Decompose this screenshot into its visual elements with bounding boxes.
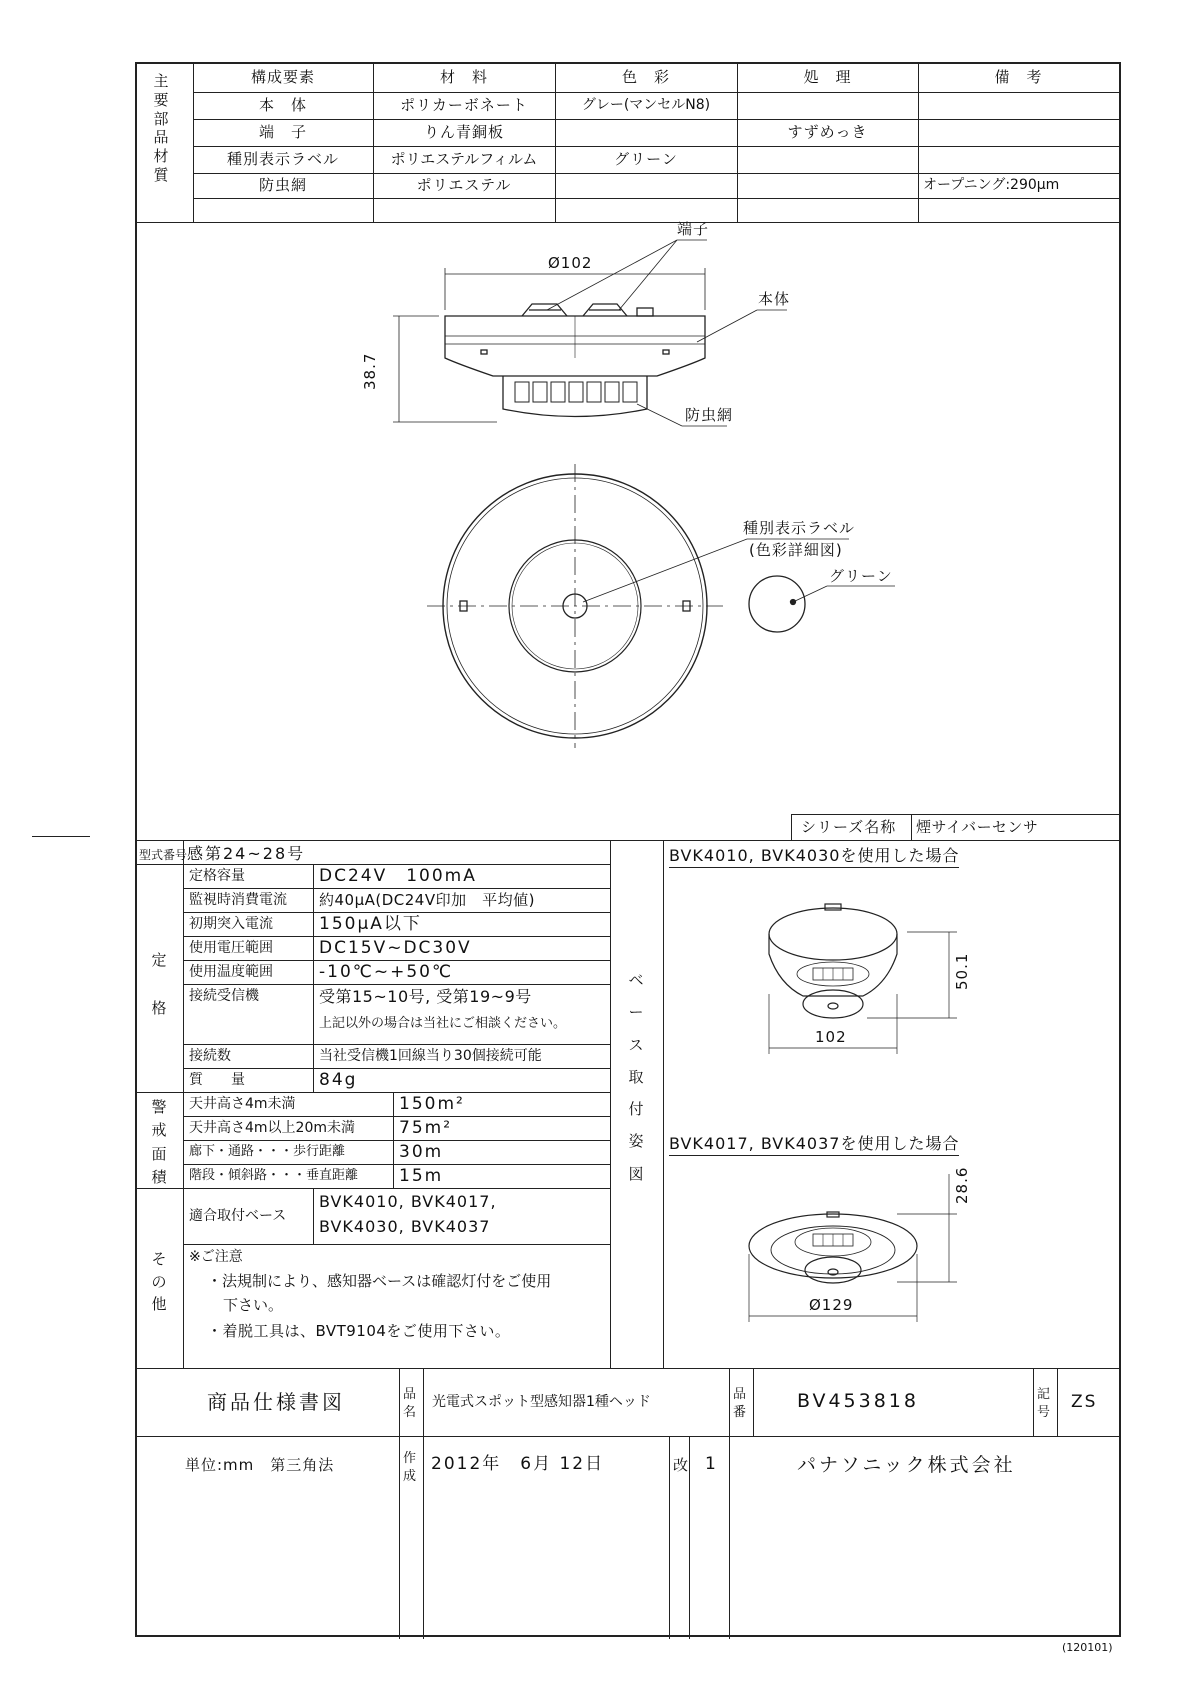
note-1a: ・法規制により、感知器ベースは確認灯付をご使用	[207, 1272, 552, 1290]
row-body-component: 本 体	[258, 96, 307, 114]
area-k-2: 廊下・通路・・・歩行距離	[189, 1144, 346, 1159]
margin-mark	[32, 836, 90, 837]
row-terminal-material: りん青銅板	[423, 123, 504, 141]
row-body-color: グレー(マンセルN8)	[581, 97, 711, 113]
label-insect-net: 防虫網	[685, 406, 734, 424]
mount-case1-height: 50.1	[953, 952, 971, 990]
rev-value: 1	[705, 1454, 718, 1474]
row-terminal-treatment: すずめっき	[787, 123, 868, 141]
rating-v-4: -10℃~+50℃	[319, 962, 454, 982]
area-v-3: 15m	[399, 1166, 444, 1186]
row-body-material: ポリカーボネート	[400, 96, 528, 114]
note-2: ・着脱工具は、BVT9104をご使用下さい。	[207, 1322, 511, 1340]
materials-side-label: 主要部品材質	[153, 72, 169, 184]
rating-v-1: 約40μA(DC24V印加 平均値)	[319, 891, 535, 909]
mount-case1-width: 102	[815, 1028, 847, 1046]
label-body: 本体	[758, 290, 791, 308]
footer-code: (120101)	[1062, 1641, 1113, 1654]
mark-value: ZS	[1071, 1392, 1098, 1412]
number-value: BV453818	[797, 1390, 919, 1412]
model-value: 感第24~28号	[187, 844, 306, 863]
rating-k-3: 使用電圧範囲	[189, 940, 273, 956]
doc-title: 商品仕様書図	[207, 1390, 345, 1414]
header-color: 色 彩	[621, 68, 670, 86]
rating-v-6: 当社受信機1回線当り30個接続可能	[319, 1048, 542, 1064]
base-value-2: BVK4030, BVK4037	[319, 1217, 491, 1236]
label-green: グリーン	[829, 567, 893, 585]
rating-k-0: 定格容量	[189, 868, 245, 884]
row-net-material: ポリエステル	[416, 176, 512, 194]
created-label: 作成	[403, 1451, 418, 1485]
row-terminal-component: 端 子	[258, 123, 307, 141]
number-label: 品番	[733, 1387, 748, 1421]
area-label: 警戒面積	[151, 1098, 167, 1186]
area-v-2: 30m	[399, 1142, 444, 1162]
rating-k-7: 質 量	[189, 1072, 245, 1088]
header-material: 材 料	[439, 68, 488, 86]
label-type-sub: (色彩詳細図)	[749, 541, 843, 559]
mount-case2-title: BVK4017, BVK4037を使用した場合	[669, 1136, 959, 1156]
base-value-1: BVK4010, BVK4017,	[319, 1192, 497, 1211]
series-value: 煙サイバーセンサ	[916, 818, 1039, 836]
area-k-3: 階段・傾斜路・・・垂直距離	[189, 1168, 359, 1183]
rating-v-7: 84g	[319, 1070, 358, 1090]
mount-drawings	[137, 64, 1119, 1464]
area-k-0: 天井高さ4m未満	[189, 1096, 296, 1112]
rating-k-5: 接続受信機	[189, 988, 259, 1004]
rating-v-3: DC15V~DC30V	[319, 938, 472, 958]
mount-case2-width: Ø129	[809, 1296, 854, 1314]
area-v-1: 75m²	[399, 1118, 453, 1138]
model-label: 型式番号	[139, 848, 188, 862]
dim-diameter: Ø102	[548, 254, 593, 272]
row-net-note: オープニング:290μm	[923, 177, 1060, 193]
spec-sheet	[135, 62, 1121, 1637]
rating-k-1: 監視時消費電流	[189, 892, 287, 908]
dim-height: 38.7	[361, 352, 379, 390]
header-note: 備 考	[994, 68, 1043, 86]
row-net-component: 防虫網	[258, 176, 307, 194]
notes-title: ※ご注意	[189, 1249, 243, 1265]
created-date: 2012年 6月 12日	[431, 1454, 605, 1474]
label-type: 種別表示ラベル	[743, 519, 856, 537]
rating-k-4: 使用温度範囲	[189, 964, 273, 980]
header-component: 構成要素	[250, 68, 315, 86]
rating-v-5: 受第15~10号, 受第19~9号	[319, 987, 532, 1006]
mount-side-label: ベース取付姿図	[628, 971, 644, 1183]
header-treatment: 処 理	[803, 68, 852, 86]
area-v-0: 150m²	[399, 1094, 465, 1114]
mark-label: 記号	[1037, 1387, 1052, 1421]
row-label-color: グリーン	[614, 150, 678, 168]
rating-k-2: 初期突入電流	[189, 916, 273, 932]
label-terminal: 端子	[677, 220, 710, 238]
rating-v-5b: 上記以外の場合は当社にご相談ください。	[319, 1016, 567, 1031]
mount-case1-title: BVK4010, BVK4030を使用した場合	[669, 848, 959, 868]
series-label: シリーズ名称	[801, 818, 897, 836]
name-label: 品名	[403, 1387, 418, 1421]
other-label: その他	[151, 1250, 167, 1313]
row-label-component: 種別表示ラベル	[226, 150, 339, 168]
base-label: 適合取付ベース	[189, 1208, 287, 1224]
company-name: パナソニック株式会社	[797, 1454, 1016, 1476]
rating-v-0: DC24V 100mA	[319, 866, 477, 886]
mount-case2-height: 28.6	[953, 1166, 971, 1204]
rev-label: 改	[673, 1456, 690, 1474]
name-value: 光電式スポット型感知器1種ヘッド	[432, 1394, 651, 1410]
area-k-1: 天井高さ4m以上20m未満	[189, 1120, 355, 1136]
rating-v-2: 150μA以下	[319, 914, 422, 934]
row-label-material: ポリエステルフィルム	[390, 150, 538, 168]
rating-k-6: 接続数	[189, 1048, 231, 1064]
rating-label: 定格	[151, 951, 167, 1017]
note-1b: 下さい。	[223, 1296, 284, 1314]
unit-text: 単位:mm 第三角法	[185, 1456, 335, 1474]
